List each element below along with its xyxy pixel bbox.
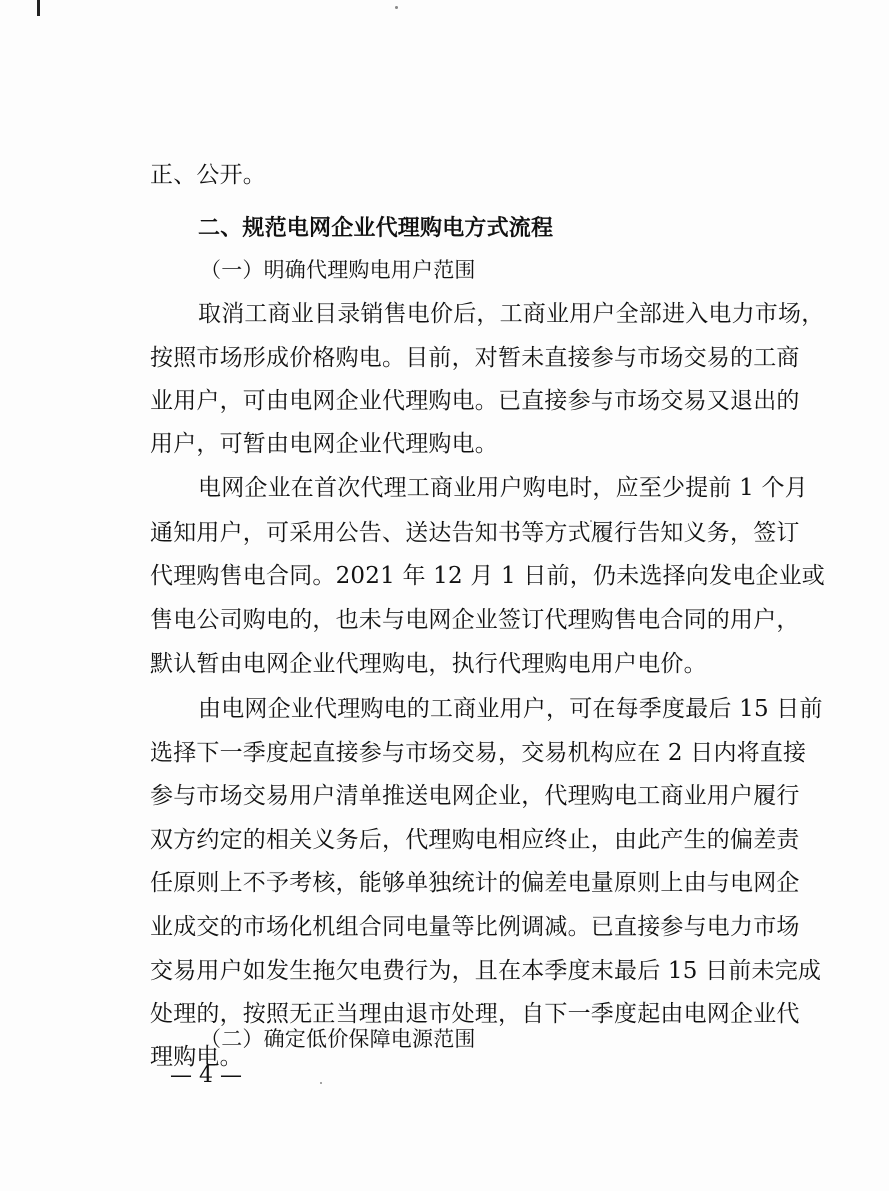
scan-edge-mark bbox=[37, 0, 40, 16]
scan-speck bbox=[320, 1082, 322, 1084]
paragraph-line: 由电网企业代理购电的工商业用户，可在每季度最后 15 日前 bbox=[198, 696, 823, 722]
paragraph-line: 电网企业在首次代理工商业用户购电时，应至少提前 1 个月 bbox=[198, 475, 808, 501]
subsection-heading: （一）明确代理购电用户范围 bbox=[200, 258, 476, 282]
paragraph-line: 售电公司购电的，也未与电网企业签订代理购售电合同的用户， bbox=[150, 607, 800, 633]
paragraph-line: 任原则上不予考核，能够单独统计的偏差电量原则上由与电网企 bbox=[150, 870, 800, 896]
paragraph-line: 双方约定的相关义务后，代理购电相应终止，由此产生的偏差责 bbox=[150, 827, 800, 853]
paragraph-line: 通知用户，可采用公告、送达告知书等方式履行告知义务，签订 bbox=[150, 520, 800, 546]
paragraph-line: 选择下一季度起直接参与市场交易，交易机构应在 2 日内将直接 bbox=[150, 740, 807, 766]
paragraph-line: 业成交的市场化机组合同电量等比例调减。已直接参与电力市场 bbox=[150, 914, 800, 940]
subsection-heading: （二）确定低价保障电源范围 bbox=[200, 1027, 476, 1051]
paragraph-line: 默认暂由电网企业代理购电，执行代理购电用户电价。 bbox=[150, 651, 707, 677]
paragraph-line: 交易用户如发生拖欠电费行为，且在本季度末最后 15 日前未完成 bbox=[150, 958, 822, 984]
scan-speck bbox=[395, 6, 398, 9]
paragraph-line: 处理的，按照无正当理由退市处理，自下一季度起由电网企业代 bbox=[150, 1001, 800, 1027]
paragraph-line: 参与市场交易用户清单推送电网企业，代理购电工商业用户履行 bbox=[150, 783, 800, 809]
section-heading: 二、规范电网企业代理购电方式流程 bbox=[198, 216, 554, 241]
paragraph-line: 理购电。 bbox=[150, 1044, 243, 1070]
paragraph-line: 按照市场形成价格购电。目前，对暂未直接参与市场交易的工商 bbox=[150, 345, 800, 371]
paragraph-line: 取消工商业目录销售电价后，工商业用户全部进入电力市场， bbox=[198, 301, 825, 327]
paragraph-line: 用户，可暂由电网企业代理购电。 bbox=[150, 431, 498, 457]
paragraph-line: 正、公开。 bbox=[150, 162, 266, 188]
paragraph-line: 业用户，可由电网企业代理购电。已直接参与市场交易又退出的 bbox=[150, 388, 800, 414]
page-number: — 4 — bbox=[170, 1063, 242, 1088]
paragraph-line: 代理购售电合同。2021 年 12 月 1 日前，仍未选择向发电企业或 bbox=[150, 563, 825, 589]
